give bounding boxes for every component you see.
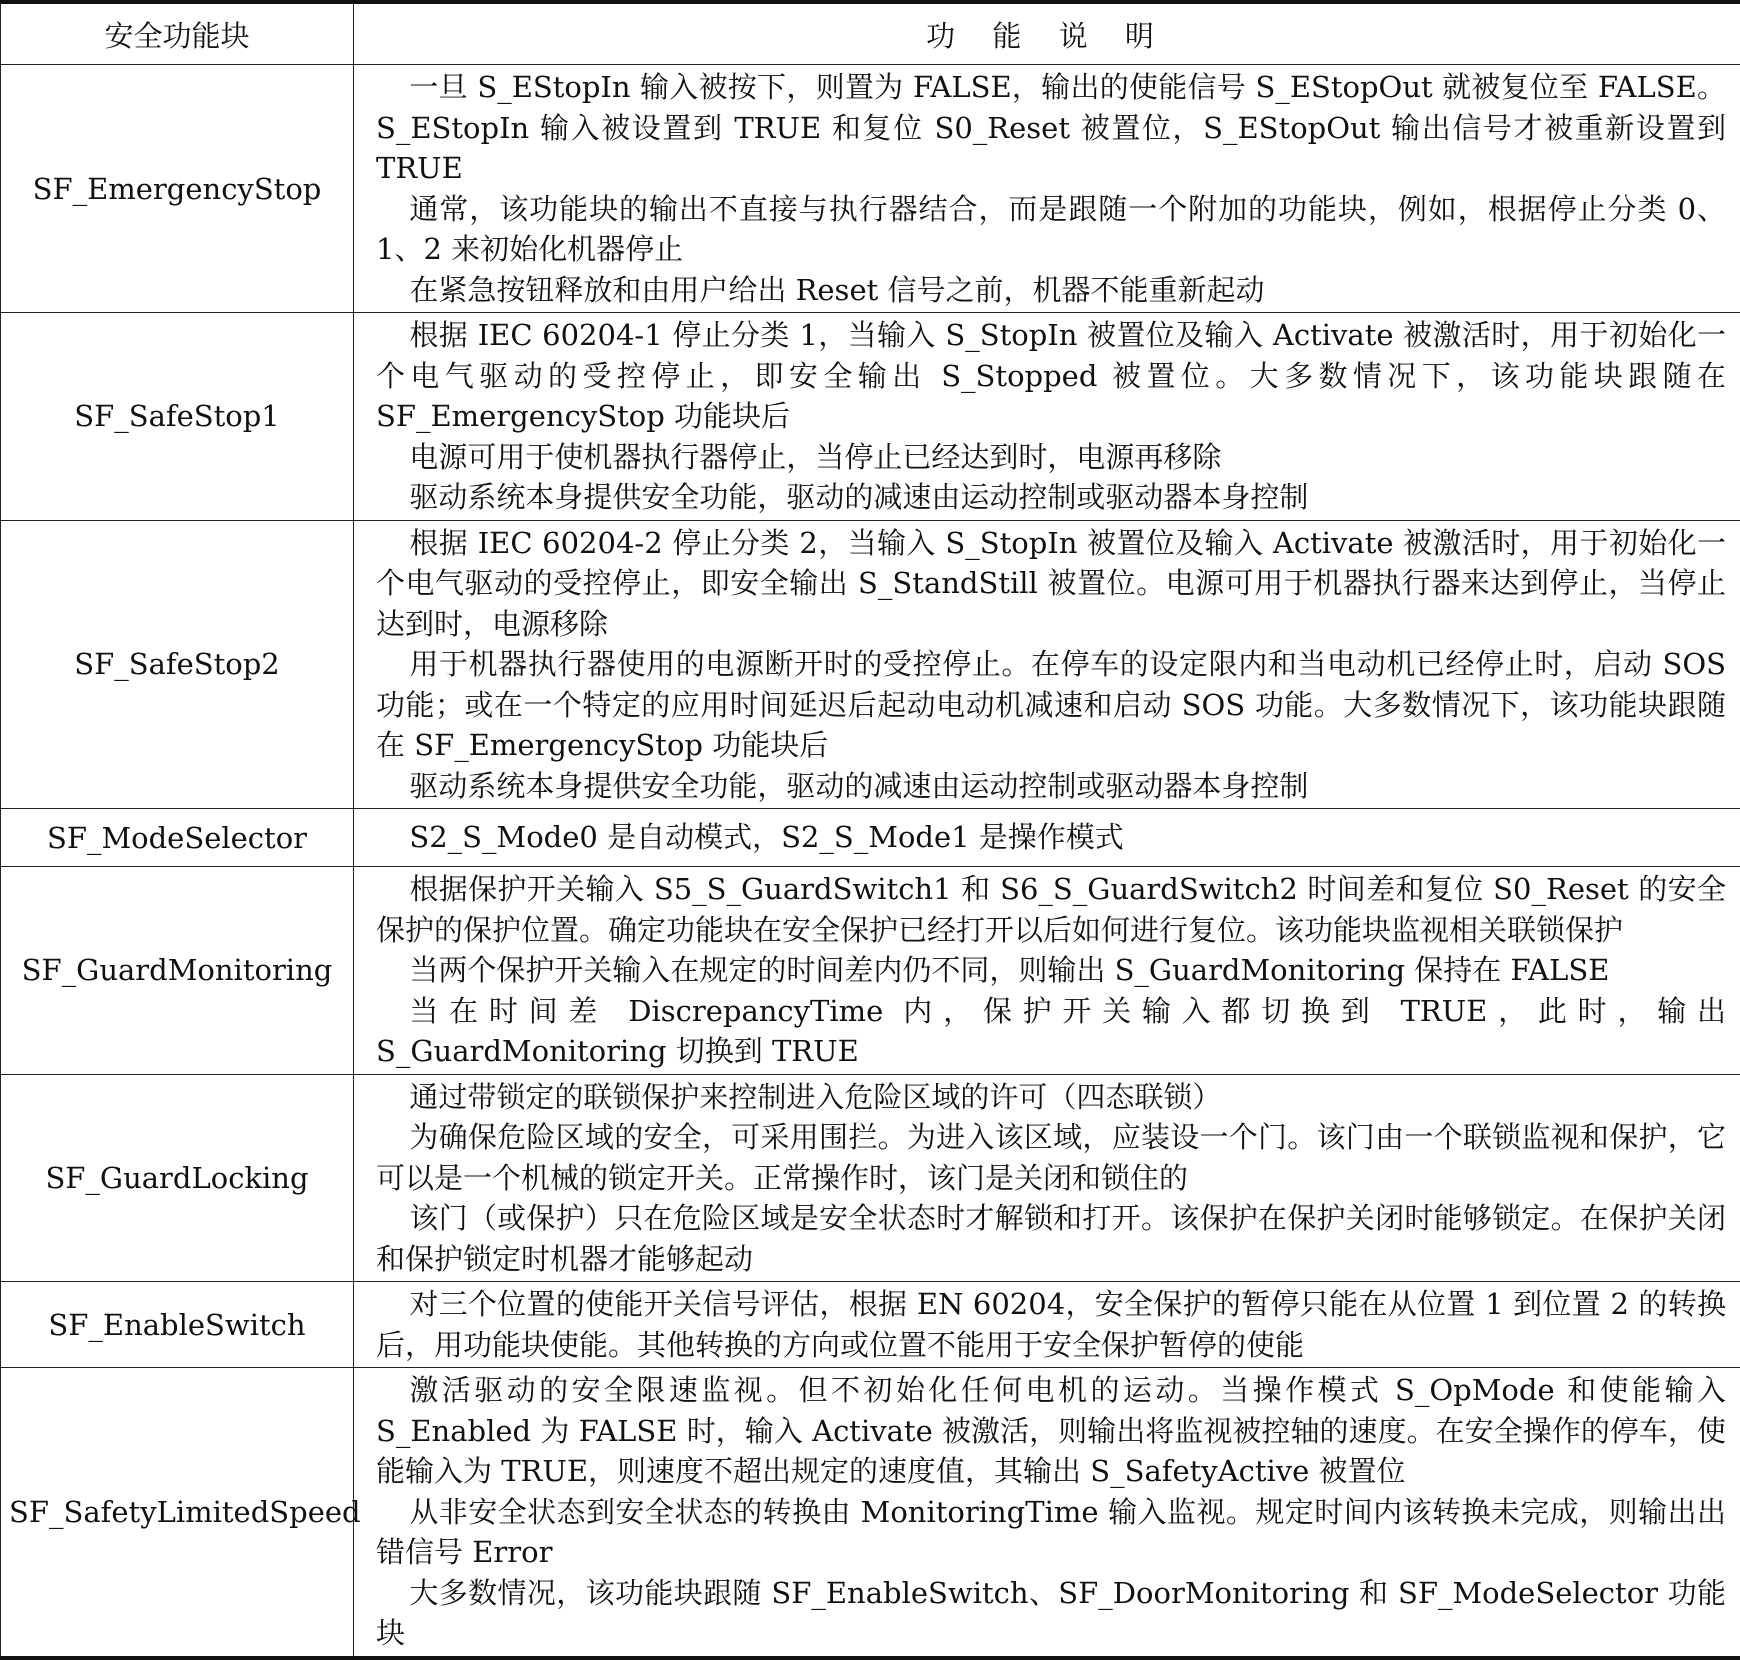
description-paragraph: 大多数情况，该功能块跟随 SF_EnableSwitch、SF_DoorMonitoring 和 SF_ModeSelector 功能块: [376, 1573, 1726, 1654]
description-paragraph: 驱动系统本身提供安全功能，驱动的减速由运动控制或驱动器本身控制: [376, 766, 1726, 807]
description-paragraph: 该门（或保护）只在危险区域是安全状态时才解锁和打开。该保护在保护关闭时能够锁定。在保护关闭和保护锁定时机器才能够起动: [376, 1198, 1726, 1279]
description-paragraph: 根据保护开关输入 S5_S_GuardSwitch1 和 S6_S_GuardSwitch2 时间差和复位 S0_Reset 的安全保护的保护位置。确定功能块在安全保护已经打开以后如何进行复位。该功能块监视相关联锁保护: [376, 869, 1726, 950]
description-paragraph: 通常，该功能块的输出不直接与执行器结合，而是跟随一个附加的功能块，例如，根据停止分类 0、1、2 来初始化机器停止: [376, 189, 1726, 270]
description-cell: [354, 65, 1740, 313]
description-cell: [354, 809, 1740, 867]
description-cell: [354, 1074, 1740, 1282]
header-function-description: 功 能 说 明: [354, 2, 1740, 65]
table-row: [1, 1368, 1740, 1658]
description-paragraph: S2_S_Mode0 是自动模式，S2_S_Mode1 是操作模式: [376, 817, 1726, 858]
description-paragraph: 当在时间差 DiscrepancyTime 内，保护开关输入都切换到 TRUE，此时，输出 S_GuardMonitoring 切换到 TRUE: [376, 991, 1726, 1072]
block-name-cell: SF_GuardLocking: [1, 1074, 354, 1282]
table-row: [1, 1282, 1740, 1368]
block-name-cell: SF_EmergencyStop: [1, 65, 354, 313]
description-paragraph: 根据 IEC 60204-2 停止分类 2，当输入 S_StopIn 被置位及输入 Activate 被激活时，用于初始化一个电气驱动的受控停止，即安全输出 S_StandStill 被置位。电源可用于机器执行器来达到停止，当停止达到时，电源移除: [376, 523, 1726, 645]
description-paragraph: 根据 IEC 60204-1 停止分类 1，当输入 S_StopIn 被置位及输入 Activate 被激活时，用于初始化一个电气驱动的受控停止，即安全输出 S_Stopped 被置位。大多数情况下，该功能块跟随在 SF_EmergencyStop 功能块后: [376, 315, 1726, 437]
description-cell: [354, 313, 1740, 521]
description-paragraph: 为确保危险区域的安全，可采用围拦。为进入该区域，应装设一个门。该门由一个联锁监视和保护，它可以是一个机械的锁定开关。正常操作时，该门是关闭和锁住的: [376, 1117, 1726, 1198]
block-name-cell: SF_SafeStop1: [1, 313, 354, 521]
description-paragraph: 电源可用于使机器执行器停止，当停止已经达到时，电源再移除: [376, 437, 1726, 478]
description-cell: [354, 520, 1740, 809]
block-name-cell: SF_EnableSwitch: [1, 1282, 354, 1368]
description-paragraph: 驱动系统本身提供安全功能，驱动的减速由运动控制或驱动器本身控制: [376, 477, 1726, 518]
table-row: [1, 809, 1740, 867]
description-cell: [354, 1368, 1740, 1658]
table-row: [1, 313, 1740, 521]
table-row: [1, 520, 1740, 809]
description-paragraph: 当两个保护开关输入在规定的时间差内仍不同，则输出 S_GuardMonitoring 保持在 FALSE: [376, 950, 1726, 991]
description-paragraph: 从非安全状态到安全状态的转换由 MonitoringTime 输入监视。规定时间内该转换未完成，则输出出错信号 Error: [376, 1492, 1726, 1573]
description-paragraph: 通过带锁定的联锁保护来控制进入危险区域的许可（四态联锁）: [376, 1077, 1726, 1118]
block-name-cell: SF_ModeSelector: [1, 809, 354, 867]
description-cell: [354, 1282, 1740, 1368]
description-paragraph: 在紧急按钮释放和由用户给出 Reset 信号之前，机器不能重新起动: [376, 270, 1726, 311]
description-paragraph: 一旦 S_EStopIn 输入被按下，则置为 FALSE，输出的使能信号 S_EStopOut 就被复位至 FALSE。S_EStopIn 输入被设置到 TRUE 和复位 S0_Reset 被置位，S_EStopOut 输出信号才被重新设置到 TRUE: [376, 67, 1726, 189]
table-row: [1, 867, 1740, 1075]
block-name-cell: SF_GuardMonitoring: [1, 867, 354, 1075]
block-name-cell: SF_SafeStop2: [1, 520, 354, 809]
header-block-name: 安全功能块: [1, 2, 354, 65]
description-paragraph: 对三个位置的使能开关信号评估，根据 EN 60204，安全保护的暂停只能在从位置 1 到位置 2 的转换后，用功能块使能。其他转换的方向或位置不能用于安全保护暂停的使能: [376, 1284, 1726, 1365]
table-header-row: [1, 2, 1740, 65]
table-row: [1, 1074, 1740, 1282]
description-cell: [354, 867, 1740, 1075]
block-name-cell: SF_SafetyLimitedSpeed: [1, 1368, 354, 1658]
description-paragraph: 用于机器执行器使用的电源断开时的受控停止。在停车的设定限内和当电动机已经停止时，启动 SOS 功能；或在一个特定的应用时间延迟后起动电动机减速和启动 SOS 功能。大多数情况下，该功能块跟随在 SF_EmergencyStop 功能块后: [376, 644, 1726, 766]
description-paragraph: 激活驱动的安全限速监视。但不初始化任何电机的运动。当操作模式 S_OpMode 和使能输入 S_Enabled 为 FALSE 时，输入 Activate 被激活，则输出将监视被控轴的速度。在安全操作的停车，使能输入为 TRUE，则速度不超出规定的速度值，其输出 S_SafetyActive 被置位: [376, 1370, 1726, 1492]
table-row: [1, 65, 1740, 313]
